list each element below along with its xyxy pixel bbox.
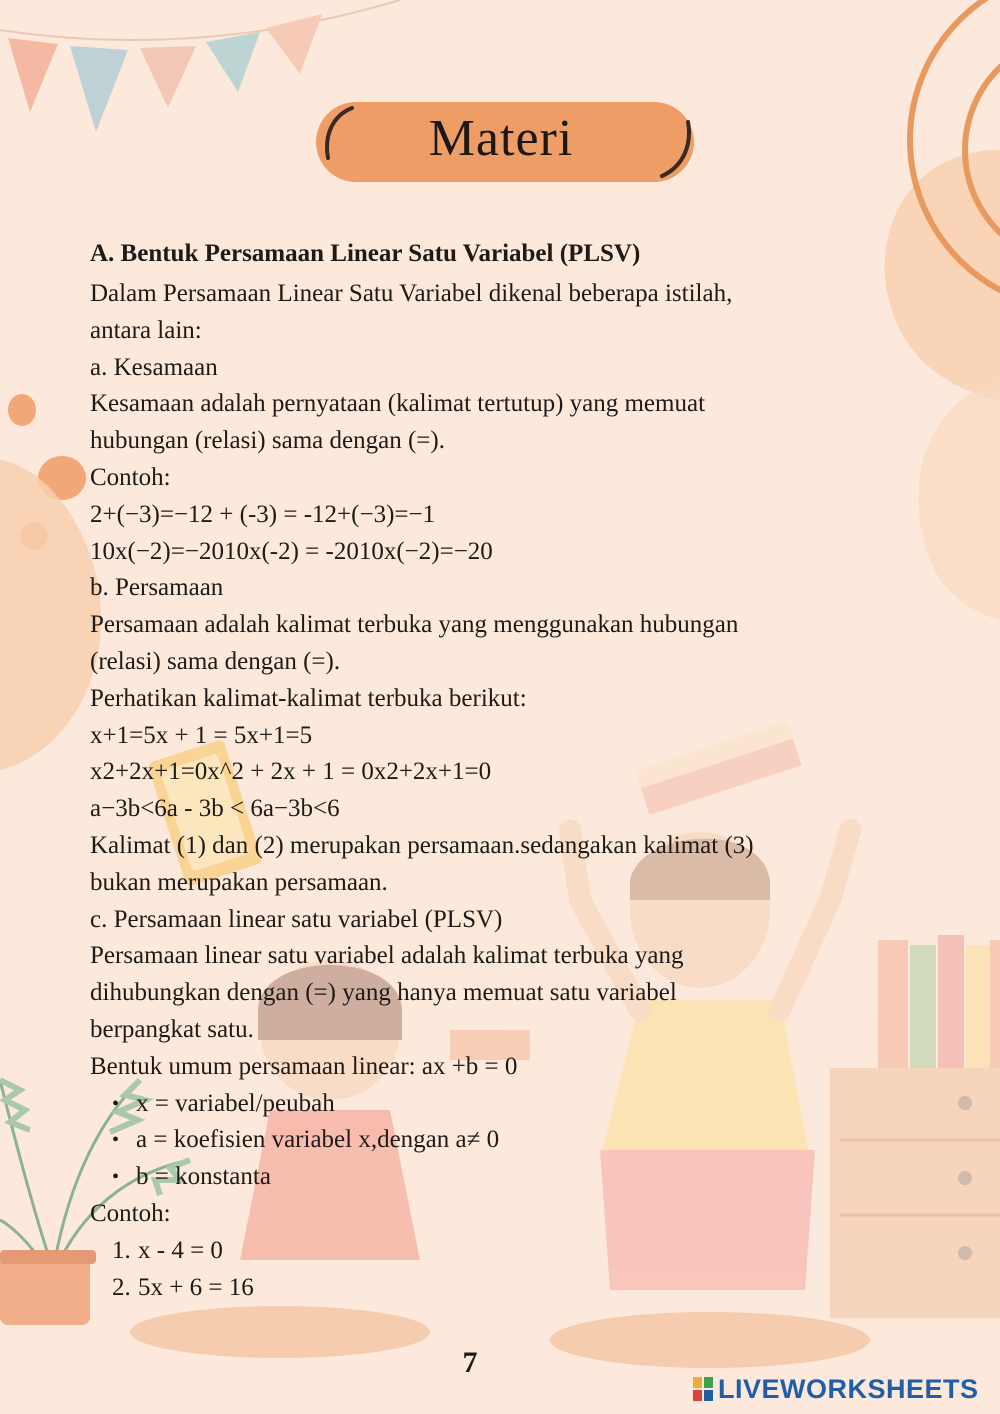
- equation-line: a−3b<6a - 3b < 6a−3b<6: [90, 795, 340, 823]
- example-label: Contoh:: [90, 1199, 171, 1227]
- list-item: [112, 1233, 870, 1270]
- list-item: • b = konstanta: [112, 1159, 870, 1196]
- item-number: 2.: [112, 1273, 131, 1301]
- text-line: hubungan (relasi) sama dengan (=).: [90, 427, 445, 455]
- liveworksheets-logo-icon: [692, 1376, 714, 1402]
- item-text: x - 4 = 0: [138, 1236, 223, 1264]
- equation-line: 10x(−2)=−2010x(-2) = -2010x(−2)=−20: [90, 537, 493, 565]
- variable-list: [90, 1086, 870, 1196]
- general-form-line: Bentuk umum persamaan linear: ax +b = 0: [90, 1052, 518, 1080]
- text-line: (relasi) sama dengan (=).: [90, 647, 341, 675]
- document-body: [90, 236, 870, 1306]
- equation-line: 2+(−3)=−12 + (-3) = -12+(−3)=−1: [90, 500, 436, 528]
- text-line: Persamaan linear satu variabel adalah kalimat terbuka yang: [90, 942, 684, 970]
- dot-1: [8, 394, 36, 426]
- blob-left: [0, 460, 101, 770]
- text-line: berpangkat satu.: [90, 1015, 254, 1043]
- text-line: Persamaan adalah kalimat terbuka yang menggunakan hubungan: [90, 611, 739, 639]
- section-heading: A. Bentuk Persamaan Linear Satu Variabel (PLSV): [90, 240, 641, 267]
- example-list: [90, 1233, 870, 1307]
- text-line: bukan merupakan persamaan.: [90, 868, 388, 896]
- brand-name: LIVEWORKSHEETS: [718, 1373, 979, 1404]
- text-line: Kalimat (1) dan (2) merupakan persamaan.sedangakan kalimat (3): [90, 831, 754, 859]
- subheading-kesamaan: a. Kesamaan: [90, 353, 218, 381]
- subheading-persamaan: b. Persamaan: [90, 574, 224, 602]
- item-text: 5x + 6 = 16: [138, 1273, 254, 1301]
- equation-line: x2+2x+1=0x^2 + 2x + 1 = 0x2+2x+1=0: [90, 758, 492, 786]
- text-line: Perhatikan kalimat-kalimat terbuka berikut:: [90, 684, 527, 712]
- page-title: Materi: [428, 109, 574, 167]
- list-item: • a = koefisien variabel x,dengan a≠ 0: [112, 1122, 870, 1159]
- equation-line: x+1=5x + 1 = 5x+1=5: [90, 721, 313, 749]
- liveworksheets-brand: [692, 1372, 979, 1406]
- text-line: Dalam Persamaan Linear Satu Variabel dikenal beberapa istilah,: [90, 280, 733, 307]
- list-item: [112, 1270, 870, 1307]
- blob-right: [885, 150, 1000, 400]
- text-line: Kesamaan adalah pernyataan (kalimat tertutup) yang memuat: [90, 390, 706, 418]
- example-label: Contoh:: [90, 463, 171, 491]
- page-number: 7: [462, 1346, 478, 1379]
- text-line: antara lain:: [90, 316, 202, 344]
- item-number: 1.: [112, 1236, 131, 1264]
- list-item: • x = variabel/peubah: [112, 1086, 870, 1123]
- subheading-plsv: c. Persamaan linear satu variabel (PLSV): [90, 905, 503, 933]
- text-line: dihubungkan dengan (=) yang hanya memuat satu variabel: [90, 979, 677, 1007]
